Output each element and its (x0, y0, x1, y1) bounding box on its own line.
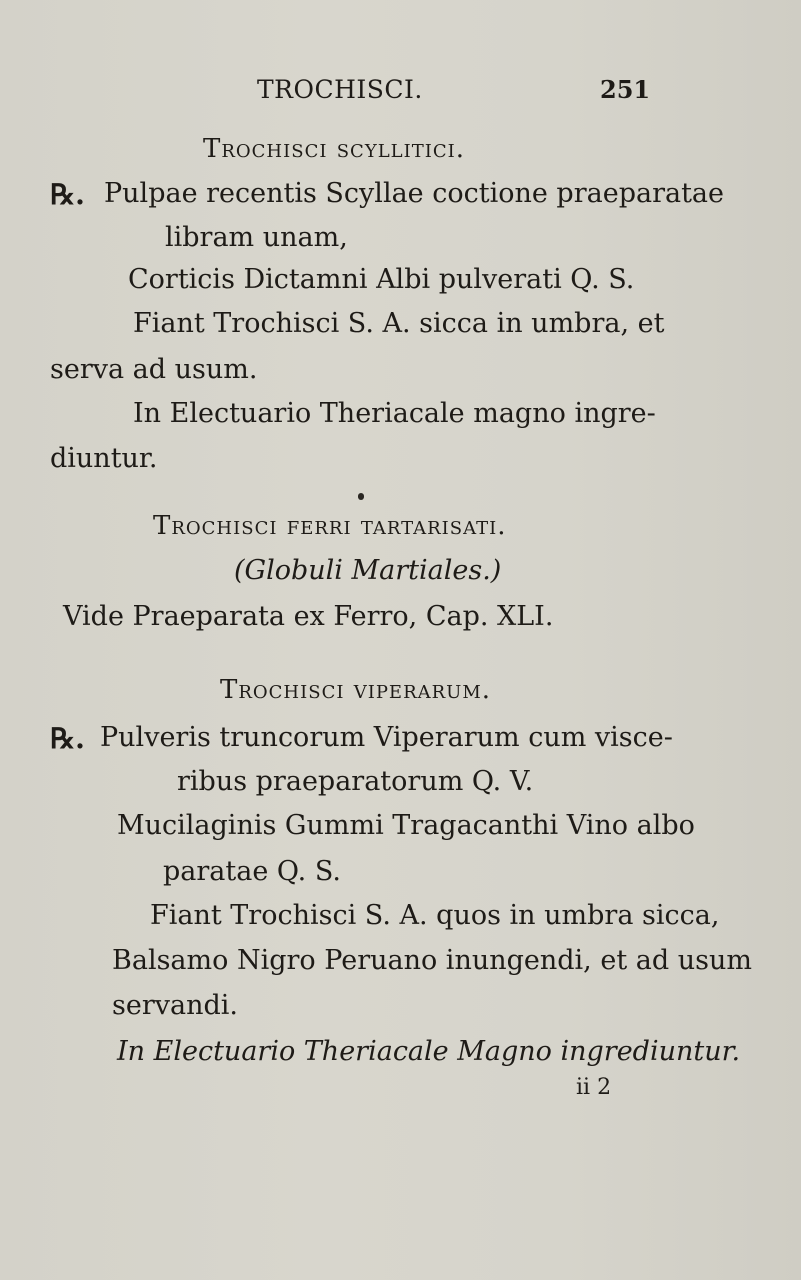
signature-mark: ii 2 (576, 1075, 612, 1100)
text-line: serva ad usum. (50, 354, 258, 385)
recipe-symbol: ℞. (50, 178, 85, 211)
section-heading-viperarum: Trochisci viperarum. (220, 675, 492, 705)
recipe-symbol: ℞. (50, 722, 85, 755)
text-line: servandi. (112, 990, 238, 1021)
page-number: 251 (600, 75, 651, 104)
section-heading-ferri: Trochisci ferri tartarisati. (153, 511, 507, 541)
text-line: Vide Praeparata ex Ferro, Cap. XLI. (63, 601, 554, 632)
text-line: Pulveris truncorum Viperarum cum visce- (100, 722, 673, 753)
text-line: libram unam, (165, 222, 348, 253)
text-line: ribus praeparatorum Q. V. (177, 766, 534, 797)
section-subheading: (Globuli Martiales.) (234, 555, 502, 586)
text-line: Balsamo Nigro Peruano inungendi, et ad usum (112, 945, 752, 976)
text-line: In Electuario Theriacale magno ingre- (133, 398, 656, 429)
text-line: Fiant Trochisci S. A. quos in umbra sicca, (150, 900, 720, 931)
text-line: paratae Q. S. (163, 856, 341, 887)
ink-speck (358, 493, 364, 500)
section-heading-scyllitici: Trochisci scyllitici. (203, 134, 465, 164)
text-line: Mucilaginis Gummi Tragacanthi Vino albo (117, 810, 695, 841)
text-line: Pulpae recentis Scyllae coctione praeparatae (104, 178, 724, 209)
text-line: diuntur. (50, 443, 158, 474)
text-line: In Electuario Theriacale Magno ingrediuntur. (117, 1036, 741, 1067)
text-line: Fiant Trochisci S. A. sicca in umbra, et (133, 308, 665, 339)
text-line: Corticis Dictamni Albi pulverati Q. S. (128, 264, 635, 295)
running-title: TROCHISCI. (257, 75, 423, 104)
